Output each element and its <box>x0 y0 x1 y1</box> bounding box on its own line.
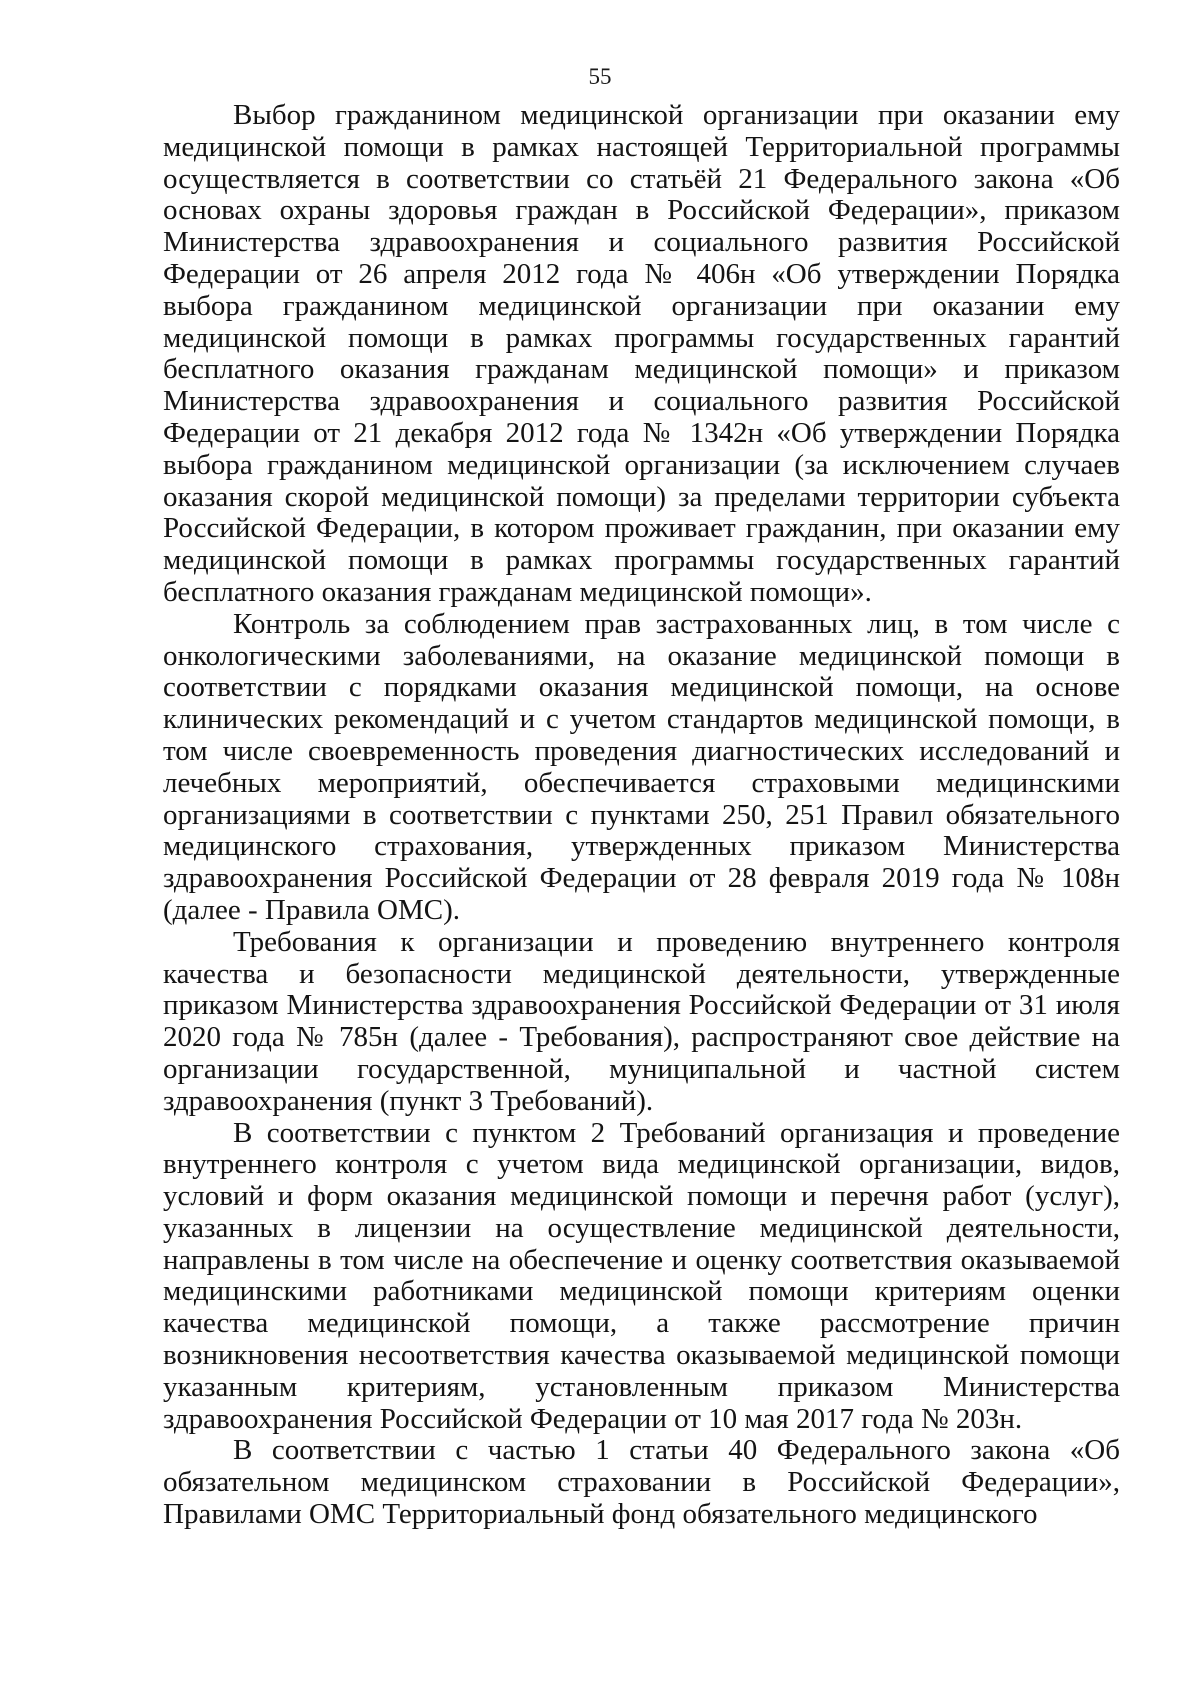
paragraph-insurance-law: В соответствии с частью 1 статьи 40 Федерального закона «Об обязательном медицинском страховании в Российской Федерации», Правилами ОМС Территориальный фонд обязательного медицинского <box>163 1434 1120 1531</box>
paragraph-internal-control-purpose: В соответствии с пунктом 2 Требований организация и проведение внутреннего контроля с учетом вида медицинской организации, видов, условий и форм оказания медицинской помощи и перечня работ (услуг), указанных в лицензии на осуществление медицинской деятельности, направлены в том числе на обеспечение и оценку соответствия оказываемой медицинскими работниками медицинской помощи критериям оценки качества медицинской помощи, а также рассмотрение причин возникновения несоответствия качества оказываемой медицинской помощи указанным критериям, установленным приказом Министерства здравоохранения Российской Федерации от 10 мая 2017 года № 203н. <box>163 1116 1120 1435</box>
page-number: 55 <box>588 64 612 89</box>
paragraph-patient-choice: Выбор гражданином медицинской организации при оказании ему медицинской помощи в рамках настоящей Территориальной программы осуществляется в соответствии со статьёй 21 Федерального закона «Об основах охраны здоровья граждан в Российской Федерации», приказом Министерства здравоохранения и социального развития Российской Федерации от 26 апреля 2012 года № 406н «Об утверждении Порядка выбора гражданином медицинской организации при оказании ему медицинской помощи в рамках программы государственных гарантий бесплатного оказания гражданам медицинской помощи» и приказом Министерства здравоохранения и социального развития Российской Федерации от 21 декабря 2012 года № 1342н «Об утверждении Порядка выбора гражданином медицинской организации (за исключением случаев оказания скорой медицинской помощи) за пределами территории субъекта Российской Федерации, в котором проживает гражданин, при оказании ему медицинской помощи в рамках программы государственных гарантий бесплатного оказания гражданам медицинской помощи». <box>163 99 1120 608</box>
paragraph-internal-control-requirements: Требования к организации и проведению внутреннего контроля качества и безопасности медицинской деятельности, утвержденные приказом Министерства здравоохранения Российской Федерации от 31 июля 2020 года № 785н (далее - Требования), распространяют свое действие на организации государственной, муниципальной и частной систем здравоохранения (пункт 3 Требований). <box>163 925 1120 1117</box>
paragraph-rights-control: Контроль за соблюдением прав застрахованных лиц, в том числе с онкологическими заболеваниями, на оказание медицинской помощи в соответствии с порядками оказания медицинской помощи, на основе клинических рекомендаций и с учетом стандартов медицинской помощи, в том числе своевременность проведения диагностических исследований и лечебных мероприятий, обеспечивается страховыми медицинскими организациями в соответствии с пунктами 250, 251 Правил обязательного медицинского страхования, утвержденных приказом Министерства здравоохранения Российской Федерации от 28 февраля 2019 года № 108н (далее - Правила ОМС). <box>163 607 1120 926</box>
document-body <box>163 100 1120 1531</box>
